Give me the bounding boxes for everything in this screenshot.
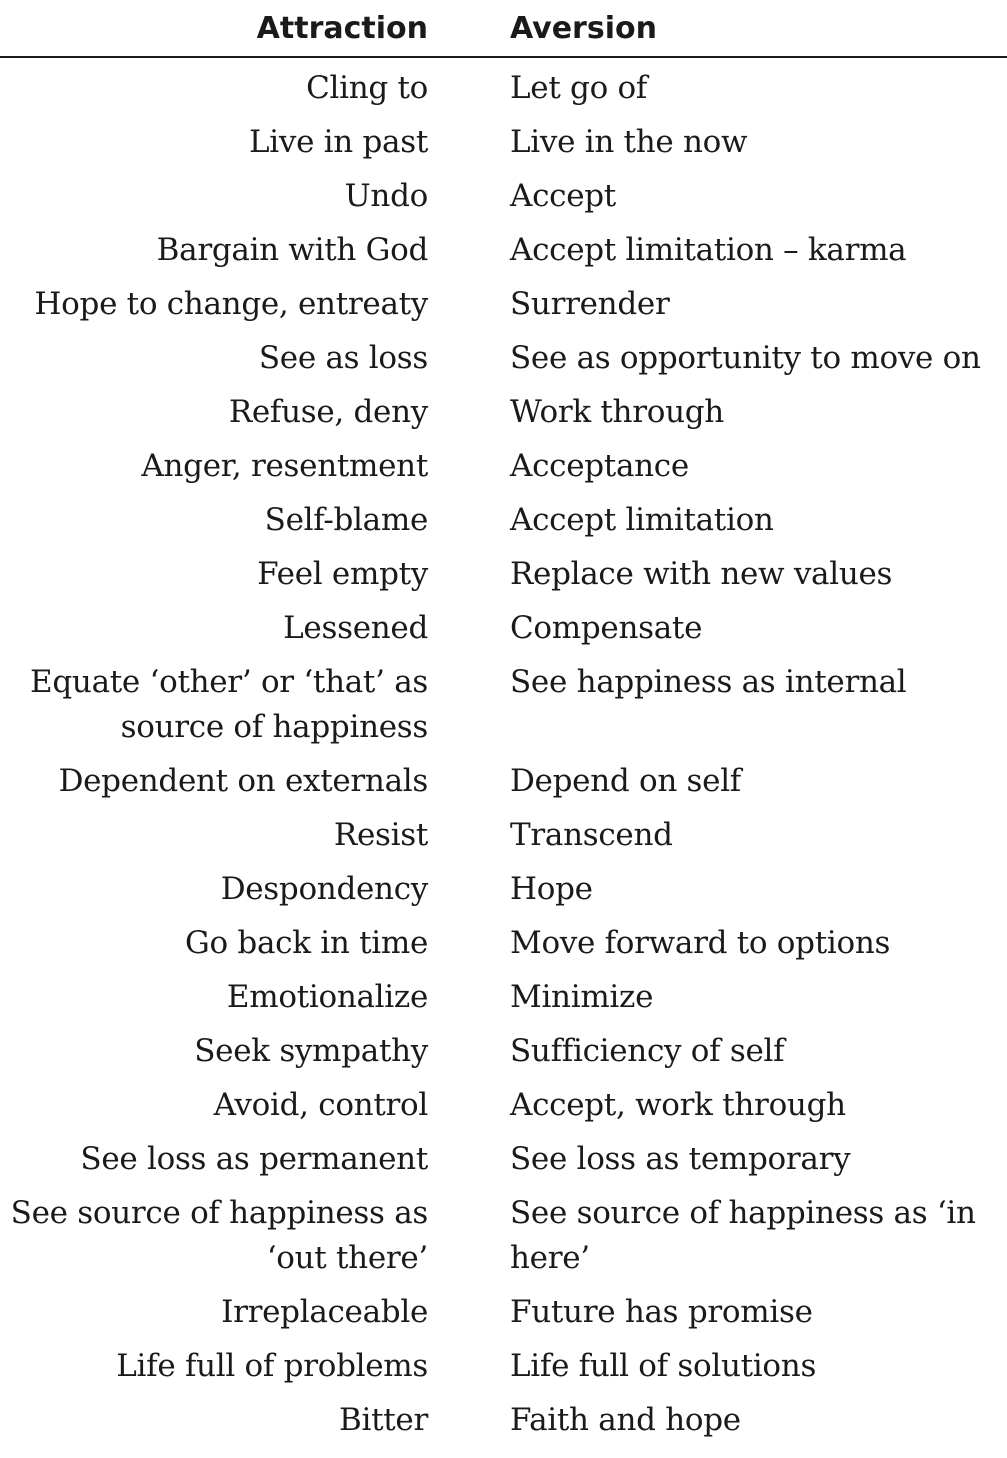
table-row bbox=[0, 224, 1007, 278]
aversion-cell: Hope bbox=[510, 871, 593, 907]
attraction-cell: Despondency bbox=[220, 871, 428, 907]
column-gap bbox=[436, 116, 510, 170]
column-gap bbox=[436, 1340, 510, 1394]
attraction-cell: Avoid, control bbox=[213, 1087, 428, 1123]
aversion-cell: Live in the now bbox=[510, 124, 748, 160]
aversion-cell: Transcend bbox=[510, 817, 673, 853]
aversion-cell: See happiness as internal bbox=[510, 664, 907, 700]
attraction-cell: Undo bbox=[344, 178, 428, 214]
table-row bbox=[0, 1286, 1007, 1340]
table-row bbox=[0, 917, 1007, 971]
column-gap bbox=[436, 1394, 510, 1448]
attraction-cell: See loss as permanent bbox=[80, 1141, 428, 1177]
column-gap bbox=[436, 602, 510, 656]
header-gap bbox=[436, 0, 510, 57]
table-row bbox=[0, 1079, 1007, 1133]
aversion-cell: Let go of bbox=[510, 70, 648, 106]
aversion-cell: See loss as temporary bbox=[510, 1141, 851, 1177]
table-row bbox=[0, 494, 1007, 548]
table-body bbox=[0, 57, 1007, 1448]
attraction-cell: Dependent on externals bbox=[58, 763, 428, 799]
aversion-cell: Accept, work through bbox=[510, 1087, 846, 1123]
aversion-cell: Accept limitation bbox=[510, 502, 774, 538]
attraction-cell: Life full of problems bbox=[116, 1348, 428, 1384]
column-gap bbox=[436, 224, 510, 278]
table-row bbox=[0, 1025, 1007, 1079]
column-gap bbox=[436, 1079, 510, 1133]
header-aversion: Aversion bbox=[510, 0, 1007, 57]
aversion-cell: Depend on self bbox=[510, 763, 741, 799]
aversion-cell: Surrender bbox=[510, 286, 670, 322]
attraction-cell: Seek sympathy bbox=[194, 1033, 428, 1069]
aversion-cell: Work through bbox=[510, 394, 724, 430]
aversion-cell: Move forward to options bbox=[510, 925, 891, 961]
aversion-cell: Life full of solutions bbox=[510, 1348, 817, 1384]
aversion-cell: Accept bbox=[510, 178, 616, 214]
attraction-cell: Feel empty bbox=[257, 556, 428, 592]
aversion-cell: Minimize bbox=[510, 979, 654, 1015]
aversion-cell: Acceptance bbox=[510, 448, 689, 484]
header-attraction: Attraction bbox=[0, 0, 436, 57]
column-gap bbox=[436, 1025, 510, 1079]
attraction-cell: Self-blame bbox=[264, 502, 428, 538]
attraction-cell: Bargain with God bbox=[156, 232, 428, 268]
table-row bbox=[0, 548, 1007, 602]
table-row bbox=[0, 809, 1007, 863]
column-gap bbox=[436, 809, 510, 863]
column-gap bbox=[436, 1187, 510, 1286]
attraction-cell: Cling to bbox=[306, 70, 428, 106]
column-gap bbox=[436, 170, 510, 224]
table-row bbox=[0, 1133, 1007, 1187]
column-gap bbox=[436, 57, 510, 116]
column-gap bbox=[436, 656, 510, 755]
column-gap bbox=[436, 278, 510, 332]
attraction-cell: See source of happiness as ‘out there’ bbox=[10, 1195, 428, 1276]
column-gap bbox=[436, 1133, 510, 1187]
table-row bbox=[0, 440, 1007, 494]
attraction-cell: Equate ‘other’ or ‘that’ as source of happiness bbox=[30, 664, 428, 745]
attraction-cell: Lessened bbox=[283, 610, 428, 646]
aversion-cell: See source of happiness as ‘in here’ bbox=[510, 1195, 976, 1276]
table-row bbox=[0, 755, 1007, 809]
aversion-cell: Faith and hope bbox=[510, 1402, 741, 1438]
table-row bbox=[0, 170, 1007, 224]
table-row bbox=[0, 602, 1007, 656]
aversion-cell: Replace with new values bbox=[510, 556, 893, 592]
table-row bbox=[0, 1394, 1007, 1448]
attraction-cell: Bitter bbox=[339, 1402, 428, 1438]
column-gap bbox=[436, 386, 510, 440]
table-row bbox=[0, 57, 1007, 116]
table-row bbox=[0, 278, 1007, 332]
table-header-row bbox=[0, 0, 1007, 57]
attraction-cell: Anger, resentment bbox=[141, 448, 428, 484]
column-gap bbox=[436, 917, 510, 971]
aversion-cell: Compensate bbox=[510, 610, 703, 646]
table-row bbox=[0, 1340, 1007, 1394]
column-gap bbox=[436, 332, 510, 386]
aversion-cell: Accept limitation – karma bbox=[510, 232, 907, 268]
table-row bbox=[0, 863, 1007, 917]
attraction-cell: Irreplaceable bbox=[221, 1294, 428, 1330]
attraction-cell: Live in past bbox=[248, 124, 428, 160]
aversion-cell: Future has promise bbox=[510, 1294, 813, 1330]
attraction-cell: Hope to change, entreaty bbox=[34, 286, 428, 322]
column-gap bbox=[436, 494, 510, 548]
attraction-cell: See as loss bbox=[258, 340, 428, 376]
column-gap bbox=[436, 1286, 510, 1340]
column-gap bbox=[436, 863, 510, 917]
column-gap bbox=[436, 755, 510, 809]
table-row bbox=[0, 332, 1007, 386]
attraction-cell: Refuse, deny bbox=[228, 394, 428, 430]
column-gap bbox=[436, 548, 510, 602]
aversion-cell: Sufficiency of self bbox=[510, 1033, 785, 1069]
attraction-cell: Resist bbox=[333, 817, 428, 853]
column-gap bbox=[436, 971, 510, 1025]
table-row bbox=[0, 116, 1007, 170]
column-gap bbox=[436, 440, 510, 494]
attraction-cell: Go back in time bbox=[185, 925, 428, 961]
table-row bbox=[0, 656, 1007, 755]
aversion-cell: See as opportunity to move on bbox=[510, 340, 981, 376]
table-row bbox=[0, 386, 1007, 440]
attraction-cell: Emotionalize bbox=[226, 979, 428, 1015]
table-row bbox=[0, 971, 1007, 1025]
table-row bbox=[0, 1187, 1007, 1286]
